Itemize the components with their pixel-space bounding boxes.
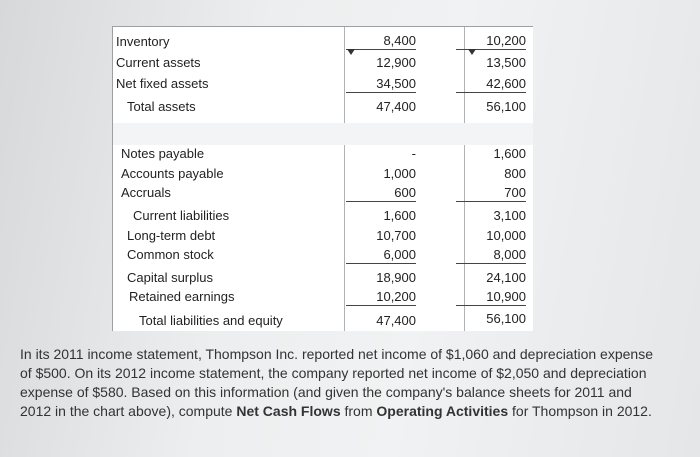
balance-sheet-table <box>112 26 533 331</box>
value-2012: 10,000 <box>486 228 526 243</box>
row-label: Long-term debt <box>127 228 216 243</box>
value-2012: 3,100 <box>493 208 526 223</box>
value-2011: 10,700 <box>376 228 416 243</box>
row-label: Notes payable <box>121 146 205 161</box>
question-emphasis: Operating Activities <box>376 403 509 419</box>
value-2012: 10,200 <box>456 33 526 50</box>
value-2011: 47,400 <box>376 99 416 114</box>
value-2011: 34,500 <box>346 76 416 93</box>
value-2012: 1,600 <box>493 146 526 161</box>
value-2011: 12,900 <box>376 55 416 70</box>
row-label: Accruals <box>121 185 171 200</box>
value-2012: 13,500 <box>486 55 526 70</box>
question-part: from <box>340 403 377 419</box>
value-2012: 700 <box>456 185 526 202</box>
value-2011: 600 <box>346 185 416 202</box>
value-2011: 8,400 <box>346 33 416 50</box>
row-label: Common stock <box>127 247 214 262</box>
value-2012: 56,100 <box>486 311 526 326</box>
value-2012: 56,100 <box>486 99 526 114</box>
row-label: Accounts payable <box>121 166 224 181</box>
value-2011: 1,600 <box>383 208 416 223</box>
value-2011: - <box>411 146 416 161</box>
value-2012: 10,900 <box>456 289 526 306</box>
value-2011: 1,000 <box>383 166 416 181</box>
value-2011: 18,900 <box>376 270 416 285</box>
question-text <box>20 345 660 421</box>
value-2012: 8,000 <box>456 247 526 264</box>
column-divider <box>344 27 345 331</box>
question-part: In its 2011 income statement, Thompson Inc. reported net income of $1,060 and depreciation expense of $500. On its 2012 income statement, the company reported net income of $2,050 and depreciation expense of $580. Based on this information (and given the company's balance sheets for 2011 and 2012 in the chart above), compute <box>20 346 653 419</box>
row-label: Current assets <box>116 55 201 70</box>
value-2012: 800 <box>504 166 526 181</box>
question-part: for Thompson in 2012. <box>508 403 652 419</box>
row-label: Retained earnings <box>129 289 235 304</box>
value-2011: 10,200 <box>346 289 416 306</box>
row-label: Net fixed assets <box>116 76 209 91</box>
row-label: Inventory <box>116 34 170 49</box>
value-2011: 47,400 <box>376 313 416 328</box>
value-2012: 24,100 <box>486 270 526 285</box>
value-2011: 6,000 <box>346 247 416 264</box>
question-emphasis: Net Cash Flows <box>236 403 341 419</box>
row-label: Total liabilities and equity <box>139 313 283 328</box>
row-label: Total assets <box>127 99 196 114</box>
row-label: Capital surplus <box>127 270 213 285</box>
row-label: Current liabilities <box>133 208 230 223</box>
value-2012: 42,600 <box>456 76 526 93</box>
section-gap <box>113 123 533 145</box>
